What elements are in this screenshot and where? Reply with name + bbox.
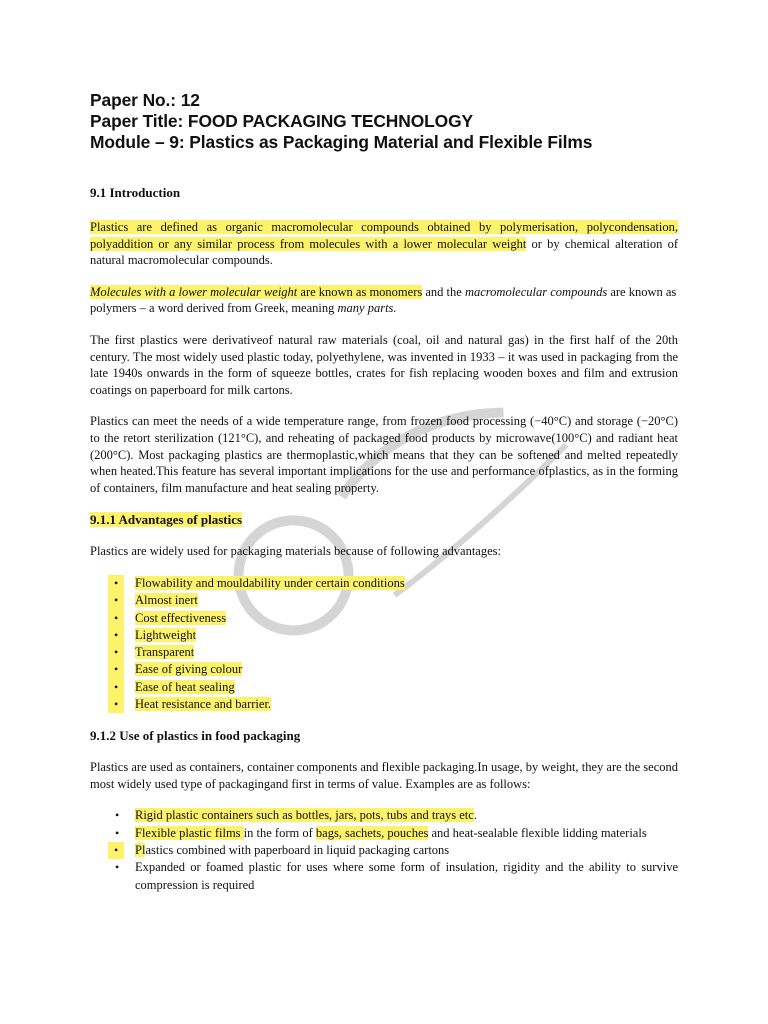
use-intro: Plastics are used as containers, container components and flexible packaging.In usage, by weight, they are the second most widely used type of packagingand first in terms of value. Examples are as follows: <box>90 760 678 791</box>
list-item <box>90 842 678 859</box>
advantages-list <box>90 575 678 713</box>
section-heading-use: 9.1.2 Use of plastics in food packaging <box>90 728 301 744</box>
bullet-icon: • <box>108 575 124 592</box>
text: and heat-sealable flexible lidding materials <box>428 825 647 840</box>
intro-paragraph-2 <box>90 284 678 317</box>
advantage-item <box>90 679 678 696</box>
bullet-icon: • <box>108 644 124 661</box>
paper-number: Paper No.: 12 <box>90 90 200 110</box>
bullet-icon: • <box>108 679 124 696</box>
module-title: Module – 9: Plastics as Packaging Material and Flexible Films <box>90 132 593 152</box>
advantage-item <box>90 696 678 713</box>
section-heading-advantages <box>90 512 678 528</box>
bullet-icon: • <box>108 696 124 713</box>
advantage-item <box>90 592 678 609</box>
highlight: are known as monomers <box>297 284 423 299</box>
advantage-text: Heat resistance and barrier. <box>135 696 272 711</box>
advantage-text: Ease of heat sealing <box>135 679 235 694</box>
paper-title: Paper Title: FOOD PACKAGING TECHNOLOGY <box>90 111 474 131</box>
bullet-icon: • <box>115 860 120 875</box>
use-list <box>90 807 678 893</box>
advantage-text: Cost effectiveness <box>135 610 227 625</box>
bullet-icon: • <box>108 627 124 644</box>
text: in the form of <box>243 825 316 840</box>
italic-text: many parts. <box>337 301 397 316</box>
text: are known as polymers – a word derived from Greek, meaning <box>90 284 677 316</box>
list-item <box>90 825 678 842</box>
advantage-text: Ease of giving colour <box>135 662 243 677</box>
advantage-item <box>90 575 678 592</box>
bullet-icon: • <box>108 610 124 627</box>
highlight: Rigid plastic containers such as bottles, jars, pots, tubs and trays etc <box>135 808 474 823</box>
italic-text: macromolecular compounds <box>464 284 608 299</box>
text: or by chemical alteration of natural macromolecular compounds. <box>90 236 678 268</box>
highlight: Flexible plastic films <box>135 825 244 840</box>
bullet-icon: • <box>115 808 120 823</box>
advantage-text: Transparent <box>135 645 195 660</box>
advantages-intro: Plastics are widely used for packaging materials because of following advantages: <box>90 544 501 559</box>
intro-paragraph-3: The first plastics were derivativeof natural raw materials (coal, oil and natural gas) in the first half of the 20th century. The most widely used plastic today, polyethylene, was invented in 1933 – it was used in packaging from the late 1940s onwards in the form of squeeze bottles, crates for fish replacing wooden boxes and film and extrusion coatings on paperboard for milk cartons. <box>90 332 678 397</box>
list-item <box>90 807 678 824</box>
bullet-icon: • <box>108 592 124 609</box>
advantage-item <box>90 644 678 661</box>
text: astics combined with paperboard in liquid packaging cartons <box>145 843 450 858</box>
section-heading-introduction: 9.1 Introduction <box>90 185 181 200</box>
text: . <box>473 808 477 823</box>
advantage-item <box>90 627 678 644</box>
text: Expanded or foamed plastic for uses where some form of insulation, rigidity and the ability to survive compression is required <box>135 860 678 892</box>
advantage-text: Lightweight <box>135 627 197 642</box>
bullet-icon: • <box>108 842 124 859</box>
highlight: Pl <box>135 843 146 858</box>
highlight: 9.1.1 Advantages of plastics <box>90 512 243 528</box>
list-item <box>90 859 678 894</box>
bullet-icon: • <box>108 661 124 678</box>
advantage-text: Flowability and mouldability under certain conditions <box>135 575 405 590</box>
advantage-item <box>90 610 678 627</box>
document-page <box>90 90 678 894</box>
intro-paragraph-4: Plastics can meet the needs of a wide temperature range, from frozen food processing (−40°C) and storage (−20°C) to the retort sterilization (121°C), and reheating of packaged food products by microwave(100°C) and radiant heat (200°C). Most packaging plastics are thermoplastic,which means that they can be softened and melted repeatedly when heated.This feature has several important implications for the use and performance ofplastics, as in the forming of containers, film manufacture and heat sealing property. <box>90 414 678 495</box>
intro-paragraph-1 <box>90 219 678 269</box>
advantage-text: Almost inert <box>135 593 198 608</box>
advantage-item <box>90 661 678 678</box>
text: and the <box>422 284 465 299</box>
highlight: Molecules with a lower molecular weight <box>90 284 298 299</box>
bullet-icon: • <box>115 825 120 840</box>
highlight: bags, sachets, pouches <box>315 825 429 840</box>
highlight: Plastics are defined as organic macromolecular compounds obtained by polymerisation, polycondensation, polyaddition or any similar process from molecules with a lower molecular weight <box>90 220 678 251</box>
